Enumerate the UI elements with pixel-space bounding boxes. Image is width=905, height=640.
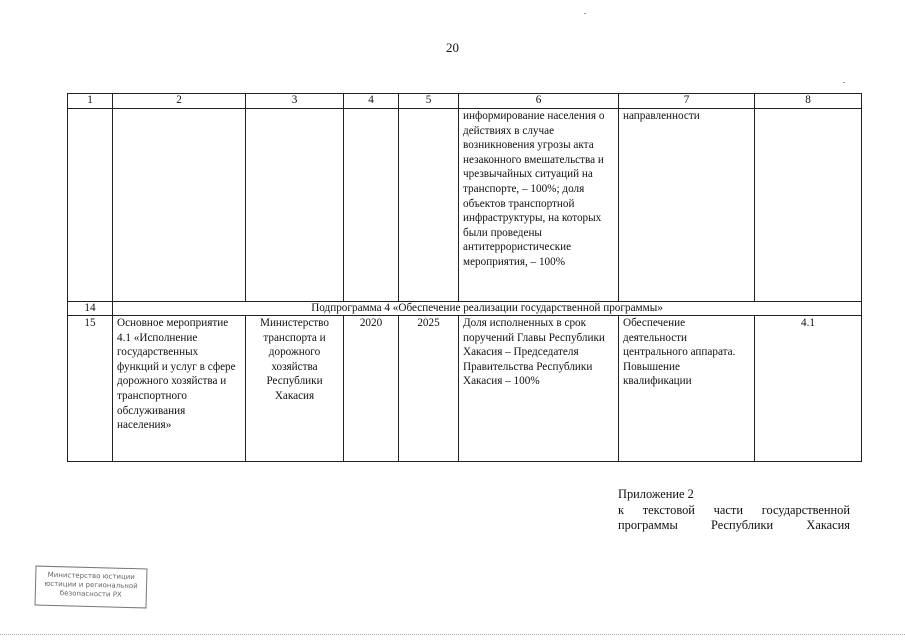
link-cell: 4.1 [755,316,862,462]
table-row [68,316,862,462]
table-cell [246,109,344,302]
table-row-continued [68,109,862,302]
table-cell [755,109,862,302]
scan-speck [584,13,586,14]
row-number: 15 [68,316,113,462]
end-year-cell: 2025 [399,316,459,462]
subprogram-row [68,302,862,316]
table-cell [68,109,113,302]
annex-line: программы Республики Хакасия [618,518,850,532]
registration-stamp: Министерство юстиции юстиции и региональной безопасности РХ [34,566,147,609]
header-cell: 4 [344,94,399,109]
direction-cell: направленности [619,109,755,302]
table-cell [113,109,246,302]
row-number: 14 [68,302,113,316]
page-number: 20 [446,40,459,55]
table-cell [399,109,459,302]
header-cell: 1 [68,94,113,109]
table-header-row [68,94,862,109]
table-cell [344,109,399,302]
subprogram-title: Подпрограмма 4 «Обеспечение реализации государственной программы» [113,302,862,316]
annex-caption [618,487,850,534]
scan-artifact-line [0,634,905,636]
direction-cell: Обеспечение деятельности центрального аппарата. Повышение квалификации [619,316,755,462]
executor-cell: Министерство транспорта и дорожного хозяйства Республики Хакасия [246,316,344,462]
measure-cell: Основное мероприятие 4.1 «Исполнение государственных функций и услуг в сфере дорожного хозяйства и транспортного обслуживания населения» [113,316,246,462]
header-cell: 8 [755,94,862,109]
annex-line: Приложение 2 [618,487,694,501]
scan-speck [843,82,845,83]
start-year-cell: 2020 [344,316,399,462]
header-cell: 6 [459,94,619,109]
header-cell: 3 [246,94,344,109]
header-cell: 5 [399,94,459,109]
header-cell: 7 [619,94,755,109]
indicator-cell: Доля исполненных в срок поручений Главы Республики Хакасия – Председателя Правительства Республики Хакасия – 100% [459,316,619,462]
program-table [67,93,862,462]
annex-line: к текстовой части государственной [618,502,850,517]
indicator-cell: информирование населения о действиях в случае возникновения угрозы акта незаконного вмешательства и чрезвычайных ситуаций на транспорте, – 100%; доля объектов транспортной инфраструктуры, на которых были проведены антитеррористические мероприятия, – 100% [459,109,619,302]
header-cell: 2 [113,94,246,109]
